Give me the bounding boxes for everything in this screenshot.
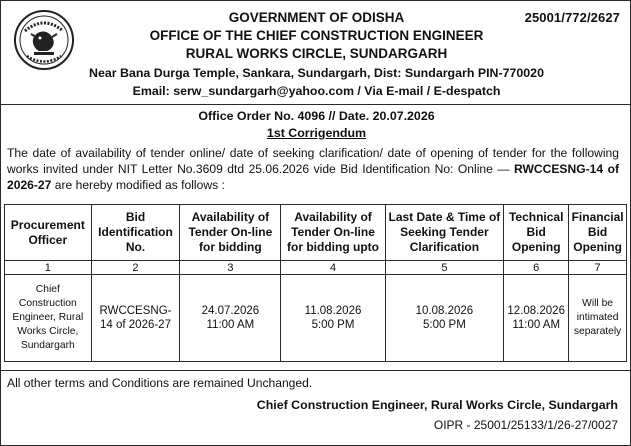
column-number: 5 [385,261,504,275]
government-title: GOVERNMENT OF ODISHA [228,10,405,25]
cell-clarification-deadline [385,275,504,362]
corrigendum-title: 1st Corrigendum [266,126,367,140]
header-bid-identification: Bid Identification No. [91,205,180,261]
header-technical-bid-opening: Technical Bid Opening [504,205,569,261]
cell-availability-online [180,275,281,362]
bid-id-line-1: RWCCESNG- [99,305,172,317]
technical-date: 12.08.2026 [507,305,565,317]
tender-schedule-table [4,204,627,362]
paragraph-outro: are hereby modified as follows : [54,178,225,192]
office-title: OFFICE OF THE CHIEF CONSTRUCTION ENGINEER [149,28,484,43]
terms-statement: All other terms and Conditions are remained Unchanged. [7,376,313,390]
header-financial-bid-opening: Financial Bid Opening [569,205,627,261]
circle-title: RURAL WORKS CIRCLE, SUNDARGARH [185,46,448,61]
column-number: 1 [5,261,92,275]
cell-bid-identification [91,275,180,362]
table-number-row [5,261,627,275]
paragraph-intro: The date of availability of tender online/ date of seeking clarification/ date of opening of tender for the following works invited under NIT Letter No.3609 dtd 25.06.2026 vide Bid Identification No: Online — [7,146,619,176]
table-row [5,275,627,362]
office-address: Near Bana Durga Temple, Sankara, Sundargarh, Dist: Sundargarh PIN-770020 [89,66,544,80]
document-reference-number: 25001/772/2627 [524,10,620,25]
column-number: 2 [91,261,180,275]
cell-procurement-officer: Chief Construction Engineer, Rural Works Circle, Sundargarh [5,275,92,362]
bid-identification-highlight: RWCCESNG-14 of 2026-27 [7,162,619,192]
header-availability-upto: Availability of Tender On-line for bidding upto [281,205,385,261]
cell-availability-upto [281,275,385,362]
technical-time: 11:00 AM [512,319,561,331]
header-availability-online: Availability of Tender On-line for bidding [180,205,281,261]
office-order-line: Office Order No. 4096 // Date. 20.07.2026 [198,109,435,123]
column-number: 4 [281,261,385,275]
online-date: 24.07.2026 [201,305,260,317]
office-email: Email: serw_sundargarh@yahoo.com / Via E-mail / E-despatch [132,84,501,98]
upto-date: 11.08.2026 [304,305,362,317]
online-time: 11:00 AM [206,319,255,331]
upto-time: 5:00 PM [311,319,355,331]
header-clarification-deadline: Last Date & Time of Seeking Tender Clarification [385,205,504,261]
column-number: 3 [180,261,281,275]
cell-technical-bid-opening [504,275,569,362]
body-paragraph [7,145,619,193]
header-divider [1,104,630,105]
oipr-number: OIPR - 25001/25133/1/26-27/0027 [433,418,618,432]
clarification-time: 5:00 PM [422,319,466,331]
column-number: 7 [569,261,627,275]
column-number: 6 [504,261,569,275]
bid-id-line-2: 14 of 2026-27 [100,319,171,331]
header-procurement-officer: Procurement Officer [5,205,92,261]
signatory: Chief Construction Engineer, Rural Works Circle, Sundargarh [256,398,618,412]
table-bottom-divider [1,370,630,371]
clarification-date: 10.08.2026 [415,305,474,317]
table-header-row [5,205,627,261]
cell-financial-bid-opening: Will be intimated separately [569,275,627,362]
